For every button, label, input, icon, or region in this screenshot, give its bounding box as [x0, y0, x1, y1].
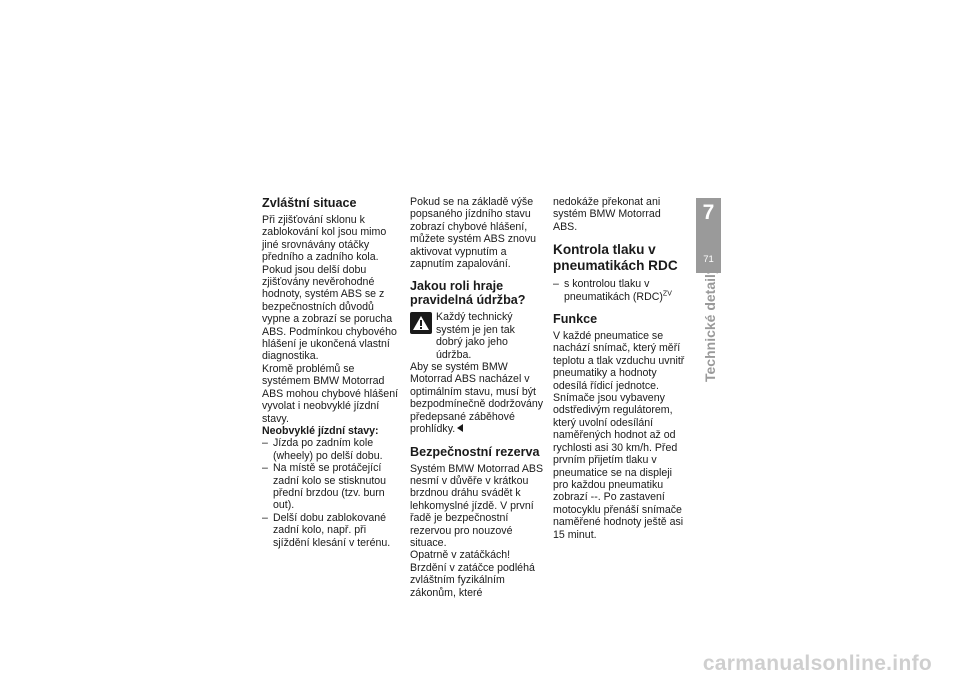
dash-list [262, 437, 404, 549]
list-item: – Delší dobu zablokované zadní kolo, např. při sjíždění klesání v terénu. [262, 512, 404, 549]
list-item: – Jízda po zadním kole (wheely) po delší dobu. [262, 437, 404, 462]
paragraph: V každé pneumatice se nachází snímač, který měří teplotu a tlak vzduchu uvnitř pneumatiky a hodnoty odesílá řídicí jednotce. [553, 330, 685, 392]
list-item: – s kontrolou tlaku v pneumatikách (RDC)$^{ZV}$ [553, 278, 687, 303]
end-mark-icon [457, 424, 463, 432]
paragraph: nedokáže překonat ani systém BMW Motorrad ABS. [553, 196, 661, 233]
warning-block [410, 311, 544, 361]
heading-function: Funkce [553, 312, 598, 327]
warning-text: Každý technický systém je jen tak dobrý jako jeho údržba. [436, 311, 515, 361]
subheading-unusual-states: Neobvyklé jízdní stavy: [262, 424, 379, 437]
heading-maintenance: Jakou roli hraje pravidelná údržba? [410, 279, 526, 308]
heading-special-situations: Zvláštní situace [262, 196, 357, 210]
paragraph: Systém BMW Motorrad ABS nesmí v důvěře v krátkou brzdnou dráhu svádět k lehkomyslné jízdě. V první řadě je bezpečnostní rezervou pro nouzové situace. [410, 462, 544, 549]
paragraph: Pokud se na základě výše popsaného jízdního stavu zobrazí chybové hlášení, můžete systém ABS znovu aktivovat vypnutím a zapnutím zapalování. [410, 196, 537, 271]
paragraph: Kromě problémů se systémem BMW Motorrad ABS mohou chybové hlášení vyvolat i neobvyklé jízdní stavy. [262, 362, 399, 425]
paragraph: Aby se systém BMW Motorrad ABS nacházel v optimálním stavu, musí být bezpodmínečně dodržovány předepsané záběhové prohlídky. [410, 361, 544, 436]
page-number: 71 [703, 254, 714, 265]
paragraph: Opatrně v zatáčkách! Brzdění v zatáčce podléhá zvláštním fyzikálním zákonům, které [410, 549, 535, 599]
watermark: carmanualsonline.info [702, 652, 932, 675]
paragraph: Snímače jsou vybaveny odstředivým regulátorem, který uvolní odesílání naměřených hodnot až od rychlosti asi 30 km/h. Před prvním přijetím tlaku v pneumatice se na displeji pro každou pneumatiku zobrazí --. Po zastavení motocyklu přenáší snímače naměřené hodnoty ještě asi 15 minut. [553, 392, 684, 541]
chapter-number: 7 [702, 201, 715, 224]
heading-rdc: Kontrola tlaku v pneumatikách RDC [553, 242, 678, 274]
chapter-title-vertical: Technické detaily [702, 266, 718, 382]
warning-triangle-icon [410, 312, 432, 334]
list-item: – Na místě se protáčející zadní kolo se stisknutou přední brzdou (tzv. burn out). [262, 462, 404, 512]
column-1 [262, 196, 404, 549]
column-2 [410, 196, 544, 599]
dash-list [553, 278, 687, 303]
option-superscript: ZV [662, 290, 672, 298]
paragraph: Při zjišťování sklonu k zablokování kol jsou mimo jiné srovnávány otáčky předního a zadního kola. Pokud jsou delší dobu zjišťovány nevěrohodné hodnoty, systém ABS se z bezpečnostních důvodů vypne a zobrazí se porucha ABS. Podmínkou chybového hlášení je ukončená vlastní diagnostika. [262, 214, 397, 363]
chapter-tab [696, 198, 721, 273]
heading-safety-reserve: Bezpečnostní rezerva [410, 444, 540, 459]
column-3 [553, 196, 687, 541]
